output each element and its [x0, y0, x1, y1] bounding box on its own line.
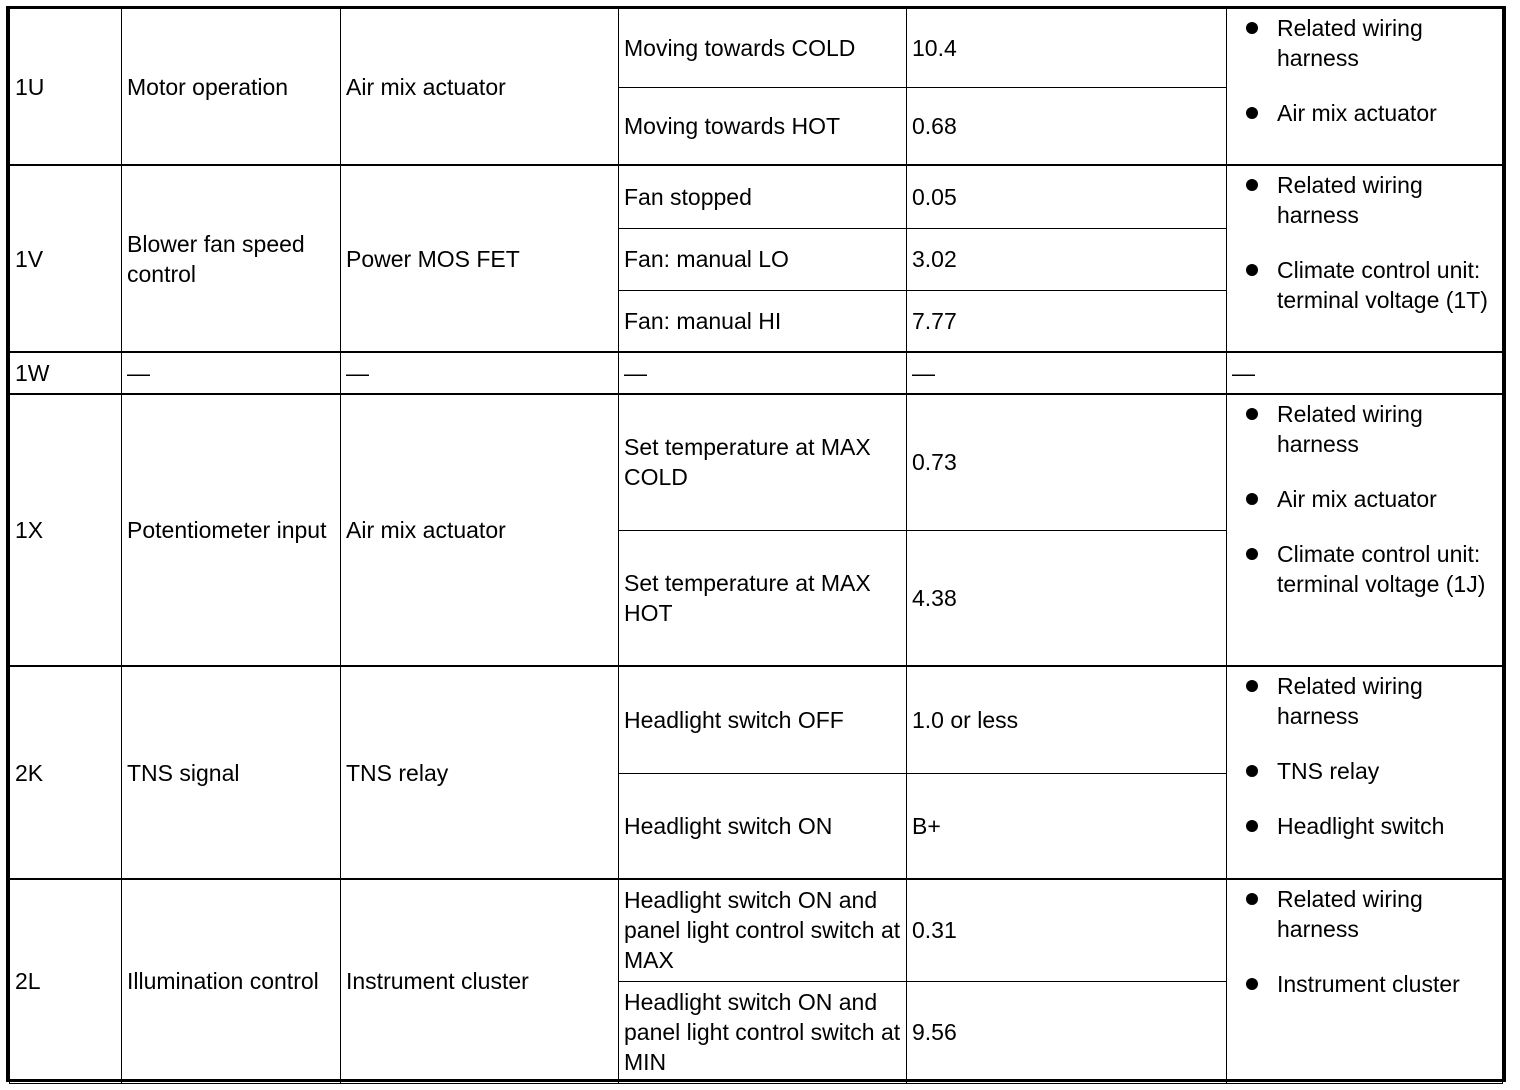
inspection-items-cell [1227, 879, 1503, 1083]
terminal-cell: 1X [10, 394, 122, 666]
terminal-cell: 2L [10, 879, 122, 1083]
connected-to-cell: Power MOS FET [341, 165, 619, 352]
inspection-item: Headlight switch [1277, 811, 1496, 841]
signal-name-cell: Potentiometer input [122, 394, 341, 666]
table-row [10, 352, 1503, 394]
voltage-cell: 0.73 [907, 394, 1227, 530]
inspection-list [1277, 170, 1496, 315]
signal-name-cell: Motor operation [122, 9, 341, 165]
inspection-item: Air mix actuator [1277, 98, 1496, 128]
signal-name-cell: Illumination control [122, 879, 341, 1083]
inspection-item: Related wiring harness [1277, 13, 1496, 73]
voltage-cell: 1.0 or less [907, 666, 1227, 773]
condition-cell: Set temperature at MAX COLD [619, 394, 907, 530]
connected-to-cell: Instrument cluster [341, 879, 619, 1083]
terminal-cell: 2K [10, 666, 122, 879]
inspection-items-cell [1227, 394, 1503, 666]
table-row [10, 879, 1503, 981]
voltage-cell: 7.77 [907, 290, 1227, 352]
condition-cell: Fan: manual HI [619, 290, 907, 352]
inspection-item: Related wiring harness [1277, 884, 1496, 944]
inspection-item: Related wiring harness [1277, 170, 1496, 230]
condition-cell: Headlight switch ON and panel light control switch at MAX [619, 879, 907, 981]
voltage-cell: 0.31 [907, 879, 1227, 981]
condition-cell: — [619, 352, 907, 394]
connected-to-cell: Air mix actuator [341, 9, 619, 165]
inspection-items-cell: — [1227, 352, 1503, 394]
table-row [10, 165, 1503, 228]
inspection-list [1277, 399, 1496, 599]
connected-to-cell: Air mix actuator [341, 394, 619, 666]
voltage-cell: 0.05 [907, 165, 1227, 228]
inspection-list [1277, 671, 1496, 841]
table-row [10, 666, 1503, 773]
inspection-items-cell [1227, 165, 1503, 352]
voltage-cell: 4.38 [907, 530, 1227, 666]
signal-name-cell: Blower fan speed control [122, 165, 341, 352]
voltage-cell: B+ [907, 773, 1227, 879]
inspection-list [1277, 884, 1496, 999]
inspection-item: Instrument cluster [1277, 969, 1496, 999]
inspection-items-cell [1227, 9, 1503, 165]
condition-cell: Fan: manual LO [619, 228, 907, 290]
terminal-voltage-table [6, 6, 1506, 1082]
inspection-item: Related wiring harness [1277, 399, 1496, 459]
connected-to-cell: — [341, 352, 619, 394]
inspection-items-cell [1227, 666, 1503, 879]
signal-name-cell: — [122, 352, 341, 394]
connected-to-cell: TNS relay [341, 666, 619, 879]
inspection-item: Air mix actuator [1277, 484, 1496, 514]
voltage-cell: 10.4 [907, 9, 1227, 87]
voltage-cell: 3.02 [907, 228, 1227, 290]
inspection-item: Climate control unit: terminal voltage (1J) [1277, 539, 1496, 599]
condition-cell: Moving towards COLD [619, 9, 907, 87]
condition-cell: Fan stopped [619, 165, 907, 228]
inspection-list [1277, 13, 1496, 128]
inspection-item: Climate control unit: terminal voltage (1T) [1277, 255, 1496, 315]
signal-name-cell: TNS signal [122, 666, 341, 879]
condition-cell: Headlight switch ON [619, 773, 907, 879]
voltage-cell: 0.68 [907, 87, 1227, 165]
terminal-cell: 1U [10, 9, 122, 165]
terminal-cell: 1V [10, 165, 122, 352]
voltage-cell: 9.56 [907, 981, 1227, 1083]
condition-cell: Set temperature at MAX HOT [619, 530, 907, 666]
inspection-item: Related wiring harness [1277, 671, 1496, 731]
table-row [10, 394, 1503, 530]
table-row [10, 9, 1503, 87]
voltage-cell: — [907, 352, 1227, 394]
inspection-item: TNS relay [1277, 756, 1496, 786]
condition-cell: Moving towards HOT [619, 87, 907, 165]
condition-cell: Headlight switch ON and panel light control switch at MIN [619, 981, 907, 1083]
terminal-cell: 1W [10, 352, 122, 394]
condition-cell: Headlight switch OFF [619, 666, 907, 773]
